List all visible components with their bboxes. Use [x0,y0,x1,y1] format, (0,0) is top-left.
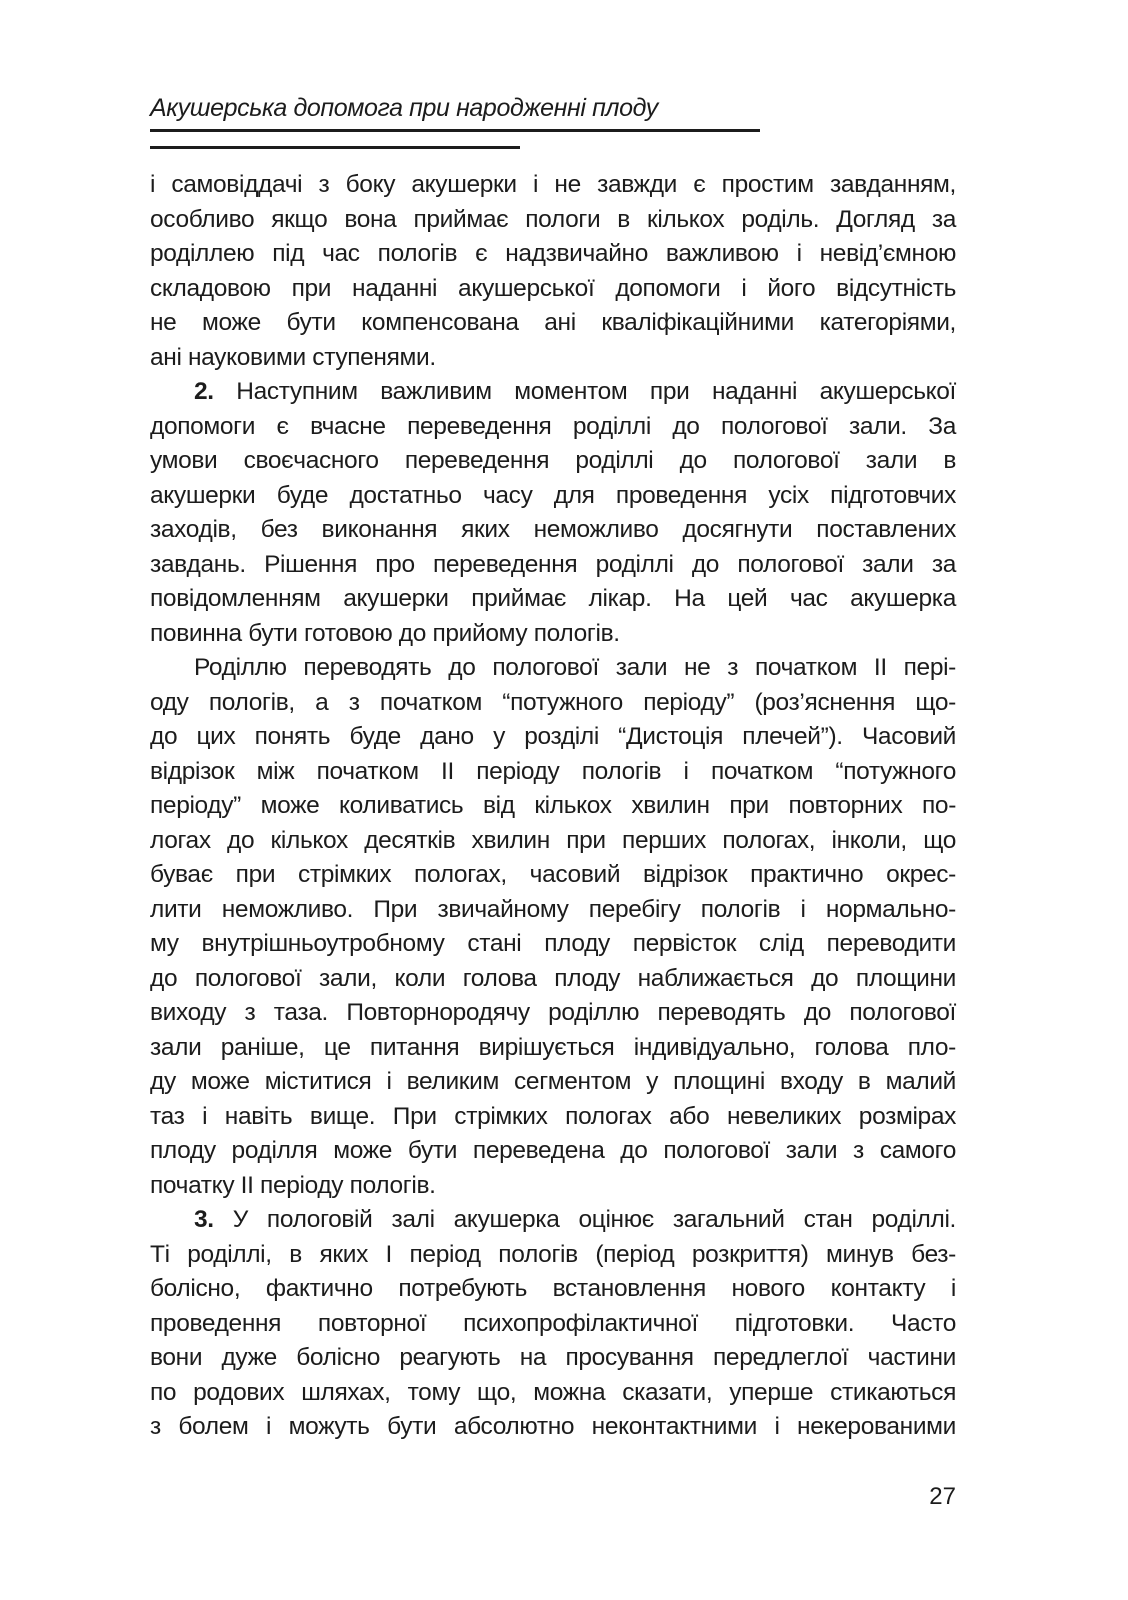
text-line: буває при стрімких пологах, часовий відрізок практично окрес- [150,861,956,888]
text-line: логах до кількох десятків хвилин при перших пологах, інколи, що [150,826,956,854]
text-line: з болем і можуть бути абсолютно неконтактними і некерованими [150,1413,956,1440]
text-line: акушерки буде достатньо часу для проведення усіх підготовчих [150,481,956,509]
text-line: початку II періоду пологів. [150,1171,436,1199]
text-line: і самовіддачі з боку акушерки і не завжди є простим завданням, [150,171,956,198]
text-line: виходу з таза. Повторнородячу роділлю переводять до пологової [150,999,956,1026]
page-number: 27 [929,1483,956,1510]
text-line: повинна бути готовою до прийому пологів. [150,619,620,647]
text-line [150,375,956,410]
text-line [150,1203,956,1238]
text-line: до цих понять буде дано у розділі “Дистоція плечей”). Часовий [150,723,956,750]
paragraph-2 [150,375,956,651]
text-line: періоду” може коливатись від кількох хвилин при повторних по- [150,792,956,819]
text-line: Роділлю переводять до пологової зали не з початком II пері- [194,654,956,681]
text-line: повідомленням акушерки приймає лікар. На цей час акушерка [150,585,956,612]
paragraph-number: 3. [194,1206,214,1233]
text-line-content: Наступним важливим моментом при наданні акушерської [213,378,956,405]
paragraph-number: 2. [194,378,214,405]
text-line: плоду роділля може бути переведена до пологової зали з самого [150,1137,956,1164]
text-line: оду пологів, а з початком “потужного періоду” (роз’яснення що- [150,688,956,716]
text-line: проведення повторної психопрофілактичної підготовки. Часто [150,1309,956,1337]
text-line: Ті роділлі, в яких I період пологів (період розкриття) минув без- [150,1240,956,1268]
text-line: складовою при наданні акушерської допомоги і його відсутність [150,274,956,302]
paragraph-3 [150,651,956,1203]
text-line: умови своєчасного переведення роділлі до пологової зали в [150,447,956,474]
paragraph-4 [150,1203,956,1445]
page-header [150,92,760,124]
text-line: роділлею під час пологів є надзвичайно важливою і невід’ємною [150,240,956,267]
text-line: му внутрішньоутробному стані плоду первісток слід переводити [150,930,956,957]
text-line-content: У пологовій залі акушерка оцінює загальний стан роділлі. [213,1206,956,1233]
text-line: лити неможливо. При звичайному перебігу пологів і нормально- [150,895,956,923]
text-line: особливо якщо вона приймає пологи в кількох роділь. Догляд за [150,205,956,233]
paragraph-1 [150,168,956,375]
text-line: вони дуже болісно реагують на просування передлеглої частини [150,1344,956,1371]
text-line: по родових шляхах, тому що, можна сказати, уперше стикаються [150,1378,956,1406]
text-line: заходів, без виконання яких неможливо досягнути поставлених [150,516,956,543]
text-line: не може бути компенсована ані кваліфікаційними категоріями, [150,309,956,336]
text-line: відрізок між початком II періоду пологів і початком “потужного [150,757,956,785]
text-line: до пологової зали, коли голова плоду наближається до площини [150,964,956,992]
body-text [150,168,956,1445]
text-line: ані науковими ступенями. [150,343,436,371]
text-line: зали раніше, це питання вирішується індивідуально, голова пло- [150,1033,956,1061]
header-rule-long [150,129,760,132]
text-line: завдань. Рішення про переведення роділлі до пологової зали за [150,550,956,578]
header-rule-short [150,146,520,149]
text-line: допомоги є вчасне переведення роділлі до пологової зали. За [150,412,956,440]
text-line: ду може міститися і великим сегментом у площині входу в малий [150,1068,956,1095]
running-title: Акушерська допомога при народженні плоду [150,94,658,122]
text-line: таз і навіть вище. При стрімких пологах або невеликих розмірах [150,1102,956,1130]
text-line: болісно, фактично потребують встановлення нового контакту і [150,1275,956,1302]
